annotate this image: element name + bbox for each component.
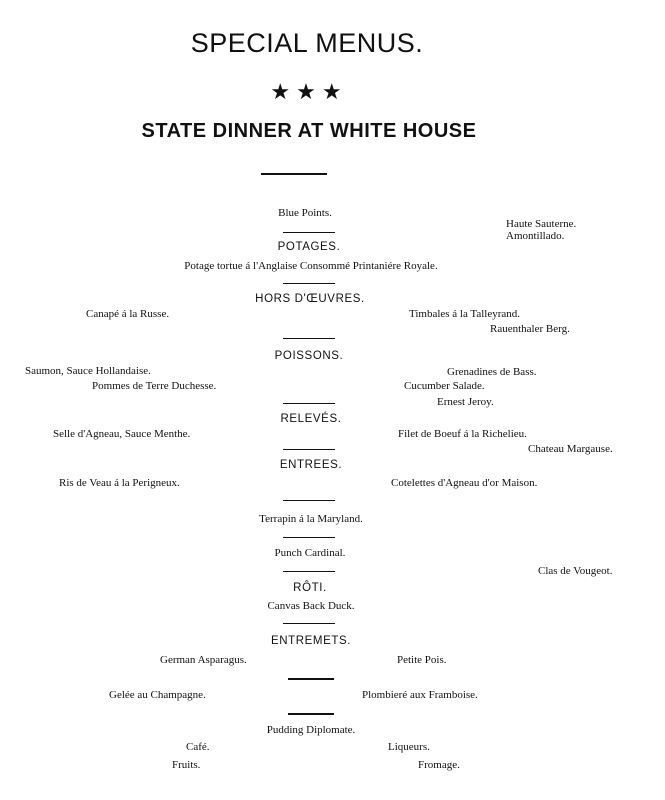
menu-item-punch: Punch Cardinal. xyxy=(274,547,346,559)
menu-item-grenadines: Grenadines de Bass. xyxy=(447,366,537,378)
menu-item-fromage: Fromage. xyxy=(418,759,460,771)
menu-item-canvas-back-duck: Canvas Back Duck. xyxy=(267,600,355,612)
divider xyxy=(283,449,335,450)
menu-item-asparagus: German Asparagus. xyxy=(160,654,247,666)
menu-item-cotelettes: Cotelettes d'Agneau d'or Maison. xyxy=(391,477,538,489)
title-rule xyxy=(261,173,327,175)
heading-poissons: POISSONS. xyxy=(274,350,344,362)
divider xyxy=(283,232,335,233)
divider xyxy=(283,537,335,538)
page-title: SPECIAL MENUS. xyxy=(190,28,424,58)
menu-item-gelee: Gelée au Champagne. xyxy=(109,689,206,701)
menu-item-cucumber: Cucumber Salade. xyxy=(404,380,485,392)
divider xyxy=(283,283,335,284)
menu-item-pudding: Pudding Diplomate. xyxy=(266,724,356,736)
menu-item-cafe: Café. xyxy=(186,741,210,753)
menu-item-terrapin: Terrapin á la Maryland. xyxy=(259,513,363,525)
divider xyxy=(288,678,334,680)
heading-entremets: ENTREMETS. xyxy=(270,635,352,647)
menu-item-filet: Filet de Boeuf á la Richelieu. xyxy=(398,428,527,440)
wine-haute-sauterne: Haute Sauterne. xyxy=(506,218,577,230)
menu-item-potage: Potage tortue á l'Anglaise Consommé Printaniére Royale. xyxy=(184,260,438,272)
menu-item-canape: Canapé á la Russe. xyxy=(86,308,170,320)
menu-subtitle: STATE DINNER AT WHITE HOUSE xyxy=(141,120,477,142)
menu-item-selle: Selle d'Agneau, Sauce Menthe. xyxy=(53,428,191,440)
menu-item-pommes: Pommes de Terre Duchesse. xyxy=(92,380,217,392)
wine-amontillado: Amontillado. xyxy=(506,230,565,242)
heading-hors-doeuvres: HORS D'ŒUVRES. xyxy=(255,293,365,305)
menu-item-blue-points: Blue Points. xyxy=(278,207,332,219)
wine-clas-de-vougeot: Clas de Vougeot. xyxy=(538,565,613,577)
menu-item-petite-pois: Petite Pois. xyxy=(397,654,447,666)
divider xyxy=(283,338,335,339)
menu-item-liqueurs: Liqueurs. xyxy=(388,741,430,753)
heading-potages: POTAGES. xyxy=(277,241,341,253)
divider xyxy=(283,403,335,404)
heading-roti: RÔTI. xyxy=(293,582,327,594)
menu-item-plombiere: Plombieré aux Framboise. xyxy=(362,689,478,701)
menu-item-ris-de-veau: Ris de Veau á la Perigneux. xyxy=(59,477,180,489)
heading-entrees: ENTREES. xyxy=(279,459,343,471)
divider xyxy=(283,623,335,624)
stars-ornament: ★★★ xyxy=(270,80,348,105)
menu-item-saumon: Saumon, Sauce Hollandaise. xyxy=(25,365,151,377)
wine-chateau-margause: Chateau Margause. xyxy=(528,443,613,455)
menu-item-fruits: Fruits. xyxy=(172,759,201,771)
divider xyxy=(288,713,334,715)
menu-item-timbales: Timbales á la Talleyrand. xyxy=(409,308,521,320)
divider xyxy=(283,571,335,572)
heading-releves: RELEVÉS. xyxy=(280,413,342,425)
wine-ernest-jeroy: Ernest Jeroy. xyxy=(437,396,494,408)
wine-rauenthaler: Rauenthaler Berg. xyxy=(490,323,570,335)
divider xyxy=(283,500,335,501)
